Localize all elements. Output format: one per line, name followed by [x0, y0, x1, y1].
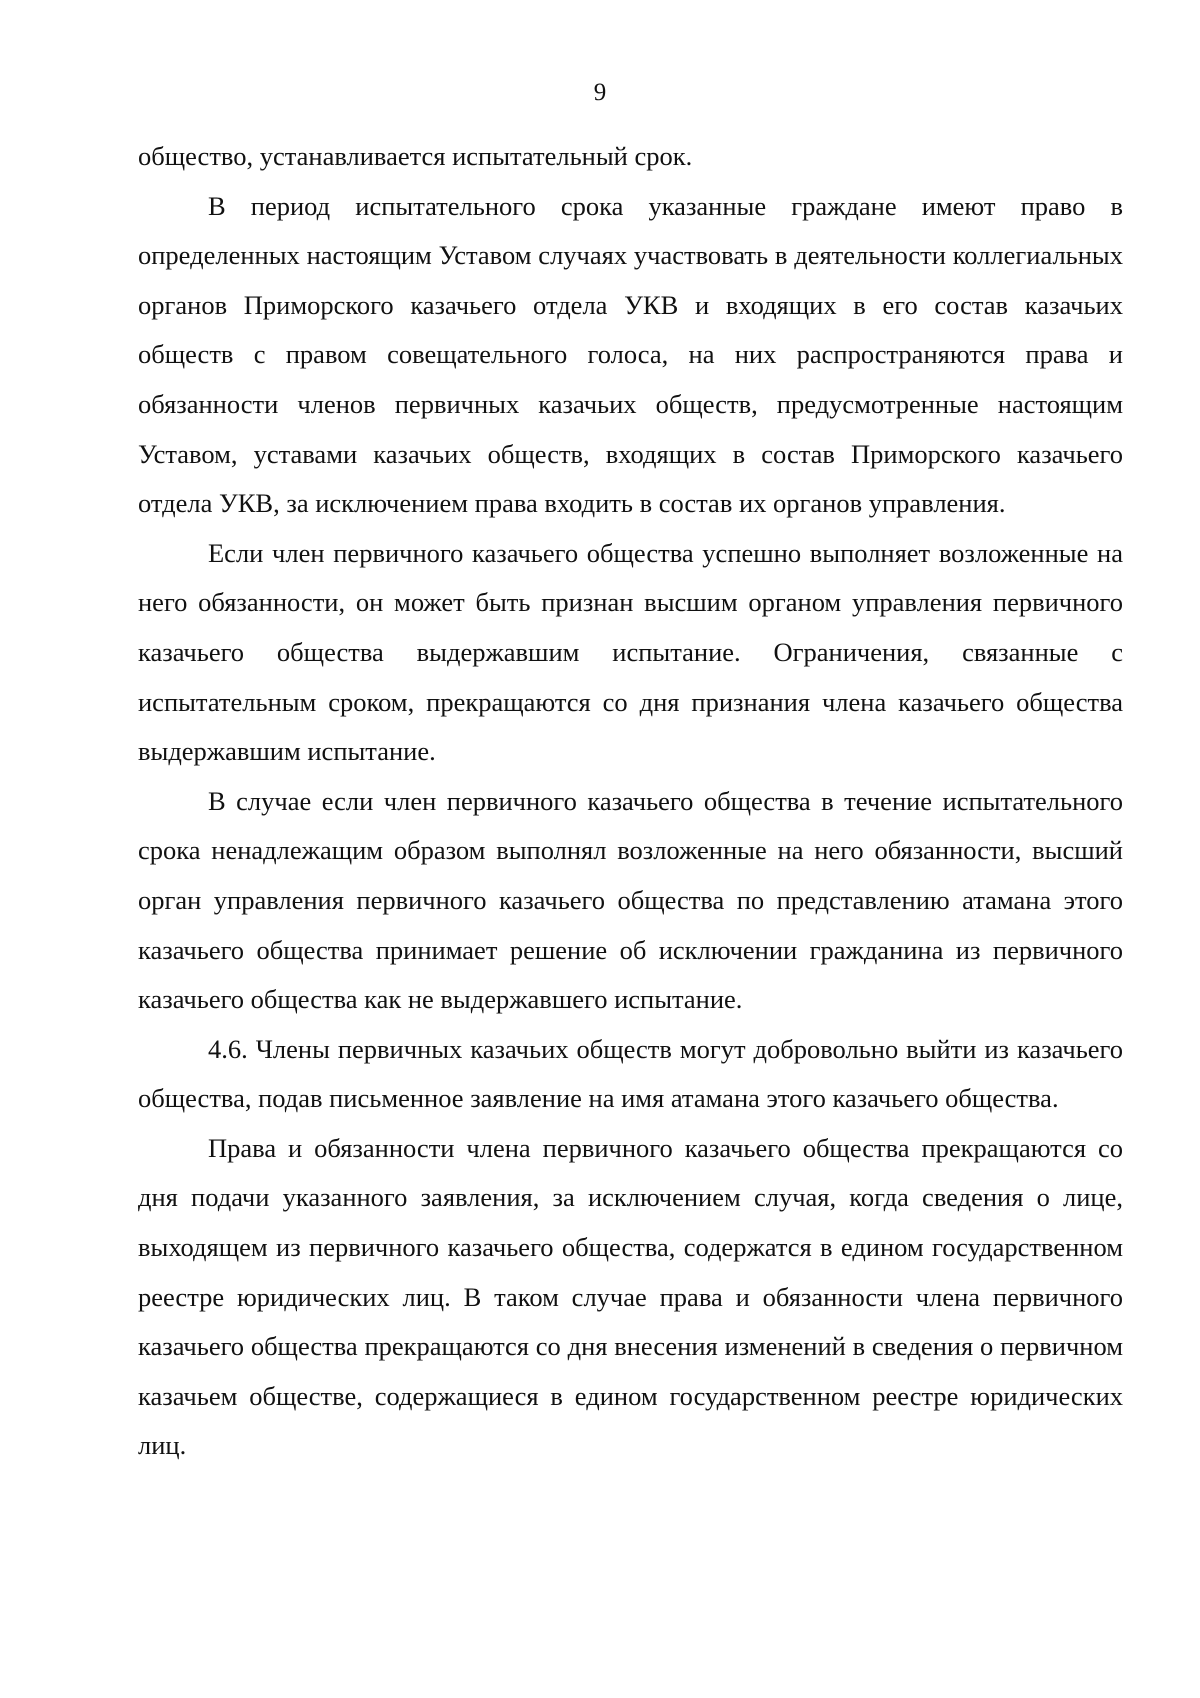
paragraph-probation-passed: Если член первичного казачьего общества успешно выполняет возложенные на него обязанности, он может быть признан высшим органом управления первичного казачьего общества выдержавшим испытание. Ограничения, связанные с испытательным сроком, прекращаются со дня признания члена казачьего общества выдержавшим испытание.	[138, 537, 1123, 767]
page-number: 9	[593, 79, 607, 106]
paragraph-continuation: общество, устанавливается испытательный срок.	[138, 141, 693, 171]
paragraph-probation-failed: В случае если член первичного казачьего общества в течение испытательного срока ненадлежащим образом выполнял возложенные на него обязанности, высший орган управления первичного казачьего общества по представлению атамана этого казачьего общества принимает решение об исключении гражданина из первичного казачьего общества как не выдержавшего испытание.	[138, 785, 1123, 1015]
paragraph-voluntary-exit: 4.6. Члены первичных казачьих обществ могут добровольно выйти из казачьего общества, подав письменное заявление на имя атамана этого казачьего общества.	[138, 1033, 1123, 1114]
paragraph-rights-termination: Права и обязанности члена первичного казачьего общества прекращаются со дня подачи указанного заявления, за исключением случая, когда сведения о лице, выходящем из первичного казачьего общества, содержатся в едином государственном реестре юридических лиц. В таком случае права и обязанности члена первичного казачьего общества прекращаются со дня внесения изменений в сведения о первичном казачьем обществе, содержащиеся в едином государственном реестре юридических лиц.	[138, 1132, 1123, 1461]
paragraph-probation-rights: В период испытательного срока указанные граждане имеют право в определенных настоящим Уставом случаях участвовать в деятельности коллегиальных органов Приморского казачьего отдела УКВ и входящих в его состав казачьих обществ с правом совещательного голоса, на них распространяются права и обязанности членов первичных казачьих обществ, предусмотренные настоящим Уставом, уставами казачьих обществ, входящих в состав Приморского казачьего отдела УКВ, за исключением права входить в состав их органов управления.	[138, 190, 1123, 519]
document-body	[138, 132, 1123, 1471]
